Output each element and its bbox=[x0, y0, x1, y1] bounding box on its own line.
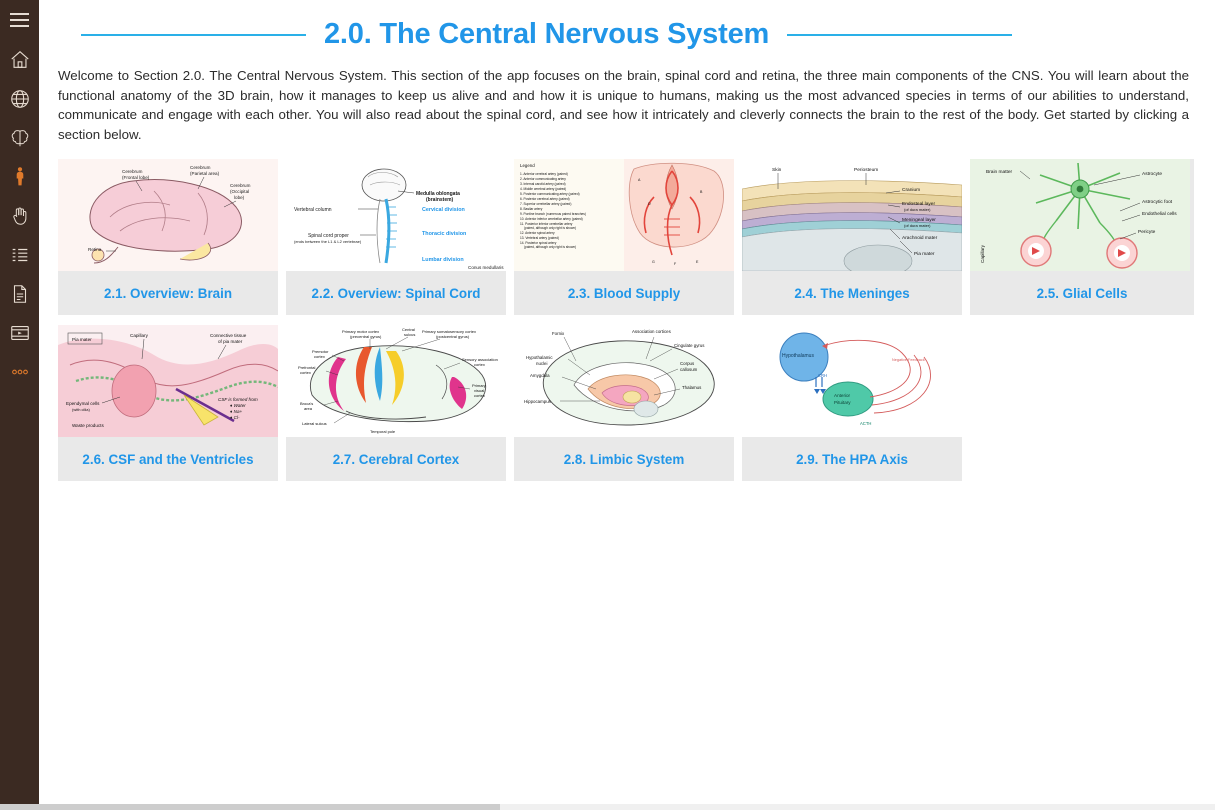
svg-text:(with cilia): (with cilia) bbox=[72, 407, 90, 412]
svg-text:Cerebrum: Cerebrum bbox=[122, 169, 143, 174]
svg-text:Endothelial cells: Endothelial cells bbox=[1142, 212, 1177, 217]
sidebar-item-brain[interactable] bbox=[0, 118, 39, 157]
section-card-2-6[interactable] bbox=[58, 325, 278, 481]
svg-text:(Frontal lobe): (Frontal lobe) bbox=[122, 175, 150, 180]
svg-text:area: area bbox=[304, 406, 313, 411]
svg-text:Lateral sulcus: Lateral sulcus bbox=[302, 421, 327, 426]
section-card-label: 2.3. Blood Supply bbox=[567, 285, 681, 301]
list-icon bbox=[9, 244, 31, 266]
sidebar-item-contents[interactable] bbox=[0, 235, 39, 274]
svg-text:D: D bbox=[648, 202, 651, 206]
svg-text:of pia mater: of pia mater bbox=[218, 339, 243, 344]
svg-text:(paired, although only right i: (paired, although only right is shown) bbox=[524, 226, 577, 230]
svg-text:cortex: cortex bbox=[314, 354, 325, 359]
svg-text:(brainstem): (brainstem) bbox=[426, 197, 454, 203]
sidebar-item-hand[interactable] bbox=[0, 196, 39, 235]
home-icon bbox=[9, 49, 31, 71]
svg-text:3. Internal carotid artery (pa: 3. Internal carotid artery (paired) bbox=[520, 182, 566, 186]
section-card-label: 2.7. Cerebral Cortex bbox=[332, 451, 460, 467]
body-icon bbox=[9, 166, 31, 188]
svg-text:Cerebrum: Cerebrum bbox=[190, 165, 211, 170]
svg-text:11. Posterior inferior cerebel: 11. Posterior inferior cerebellar artery bbox=[520, 222, 573, 226]
svg-text:Astrocyte: Astrocyte bbox=[1142, 172, 1162, 177]
svg-text:7. Superior cerebellar artery: 7. Superior cerebellar artery (paired) bbox=[520, 202, 572, 206]
svg-text:♦ Cl-: ♦ Cl- bbox=[230, 415, 240, 420]
svg-text:13. Vertebral artery (paired): 13. Vertebral artery (paired) bbox=[520, 236, 559, 240]
section-card-label: 2.9. The HPA Axis bbox=[796, 451, 908, 467]
glial-cells-diagram bbox=[970, 159, 1190, 271]
svg-text:Thoracic division: Thoracic division bbox=[422, 231, 467, 237]
svg-text:Arachnoid mater: Arachnoid mater bbox=[902, 236, 938, 241]
svg-text:Spinal cord proper: Spinal cord proper bbox=[308, 233, 349, 239]
main-content bbox=[39, 0, 1215, 810]
svg-text:Primary motor cortex: Primary motor cortex bbox=[342, 329, 380, 334]
svg-text:Astrocytic foot: Astrocytic foot bbox=[1142, 200, 1173, 205]
blood-supply-diagram bbox=[514, 159, 734, 271]
svg-text:sulcus: sulcus bbox=[404, 332, 416, 337]
svg-text:Fornix: Fornix bbox=[552, 331, 565, 336]
svg-text:14. Posterior spinal artery: 14. Posterior spinal artery bbox=[520, 241, 557, 245]
svg-text:5. Posterior communicating art: 5. Posterior communicating artery (paired) bbox=[520, 192, 580, 196]
svg-text:Endosteal layer: Endosteal layer bbox=[902, 202, 936, 207]
svg-text:Broca's: Broca's bbox=[300, 401, 314, 406]
hpa-axis-diagram bbox=[742, 325, 962, 437]
svg-text:Connective tissue: Connective tissue bbox=[210, 333, 247, 338]
svg-text:B: B bbox=[700, 190, 703, 194]
spinal-cord-diagram bbox=[286, 159, 506, 271]
svg-text:♦ Water: ♦ Water bbox=[230, 403, 246, 408]
svg-text:nuclei: nuclei bbox=[536, 361, 548, 366]
svg-text:Association cortices: Association cortices bbox=[632, 329, 671, 334]
svg-text:(postcentral gyrus): (postcentral gyrus) bbox=[436, 334, 470, 339]
svg-text:Primary somatosensory cortex: Primary somatosensory cortex bbox=[422, 329, 477, 334]
svg-text:Retina: Retina bbox=[88, 247, 102, 252]
svg-text:G: G bbox=[652, 260, 655, 264]
svg-text:A: A bbox=[638, 178, 641, 182]
svg-text:8. Basilar artery: 8. Basilar artery bbox=[520, 207, 543, 211]
scrollbar-thumb[interactable] bbox=[0, 804, 500, 810]
svg-text:(of dura mater): (of dura mater) bbox=[904, 207, 931, 212]
svg-text:12. Anterior spinal artery: 12. Anterior spinal artery bbox=[520, 231, 555, 235]
section-card-label: 2.1. Overview: Brain bbox=[103, 285, 232, 301]
svg-text:Skin: Skin bbox=[772, 168, 782, 173]
svg-text:Hippocampus: Hippocampus bbox=[524, 399, 551, 404]
svg-text:Central: Central bbox=[402, 327, 415, 332]
svg-text:CSF is formed from: CSF is formed from bbox=[218, 397, 258, 402]
svg-text:Brain matter: Brain matter bbox=[986, 170, 1013, 175]
svg-text:(ends between the L1 & L2 vert: (ends between the L1 & L2 vertebrae) bbox=[294, 239, 362, 244]
section-card-2-3[interactable] bbox=[514, 159, 734, 315]
svg-text:Anterior: Anterior bbox=[834, 393, 851, 398]
section-card-label: 2.2. Overview: Spinal Cord bbox=[311, 285, 481, 301]
sidebar-item-videos[interactable] bbox=[0, 313, 39, 352]
document-icon bbox=[9, 283, 31, 305]
svg-text:Prefrontal: Prefrontal bbox=[298, 365, 316, 370]
svg-text:ACTH: ACTH bbox=[860, 421, 872, 426]
svg-text:Pituitary: Pituitary bbox=[834, 400, 851, 405]
section-card-2-9[interactable] bbox=[742, 325, 962, 481]
svg-text:Capillary: Capillary bbox=[980, 245, 985, 263]
brain-icon bbox=[9, 127, 31, 149]
section-card-grid bbox=[58, 159, 1210, 491]
svg-text:(of dura mater): (of dura mater) bbox=[904, 223, 931, 228]
intro-paragraph: Welcome to Section 2.0. The Central Nervous System. This section of the app focuses on the brain, spinal cord and retina, the three main components of the CNS. You will learn about the functional anatomy of the 3D brain, how it manages to keep us alive and and how it is unique to humans, making us the most advanced species in terms of our abilities to understand, communicate and engage with each other. You will also read about the spinal cord, and see how it intricately and cleverly connects the brain to the rest of the body. Get started by clicking a section below. bbox=[58, 68, 1189, 142]
svg-text:Lumbar division: Lumbar division bbox=[422, 257, 464, 263]
page-title-row bbox=[39, 18, 1215, 51]
svg-text:Sensory association: Sensory association bbox=[462, 357, 498, 362]
svg-text:Waste products: Waste products bbox=[72, 423, 104, 428]
brain-lateral-diagram bbox=[58, 159, 278, 271]
svg-text:cortex: cortex bbox=[300, 370, 311, 375]
svg-text:Hypothalamus: Hypothalamus bbox=[782, 353, 814, 359]
svg-text:lobe): lobe) bbox=[234, 195, 245, 200]
csf-ventricles-diagram bbox=[58, 325, 278, 437]
svg-text:Cervical division: Cervical division bbox=[422, 207, 465, 213]
section-card-label: 2.4. The Meninges bbox=[794, 285, 910, 301]
section-card-label: 2.6. CSF and the Ventricles bbox=[82, 451, 254, 467]
svg-text:2. Anterior communicating arte: 2. Anterior communicating artery bbox=[520, 177, 566, 181]
svg-text:4. Middle cerebral artery (pai: 4. Middle cerebral artery (paired) bbox=[520, 187, 567, 191]
section-card-2-1[interactable] bbox=[58, 159, 278, 315]
svg-text:cortex: cortex bbox=[474, 393, 485, 398]
sidebar-item-body[interactable] bbox=[0, 157, 39, 196]
page-title: 2.0. The Central Nervous System bbox=[324, 18, 770, 50]
svg-text:Corpus: Corpus bbox=[680, 361, 695, 366]
svg-text:Primary: Primary bbox=[472, 383, 486, 388]
section-card-2-2[interactable] bbox=[286, 159, 506, 315]
svg-text:6. Posterior cerebral artery (: 6. Posterior cerebral artery (paired) bbox=[520, 197, 570, 201]
svg-text:1. Anterior cerebral artery (p: 1. Anterior cerebral artery (paired) bbox=[520, 172, 568, 176]
svg-text:Cingulate gyrus: Cingulate gyrus bbox=[674, 343, 705, 348]
svg-text:(Occipital: (Occipital bbox=[230, 189, 250, 194]
svg-text:Amygdala: Amygdala bbox=[530, 373, 550, 378]
title-rule-left bbox=[81, 34, 306, 36]
more-icon bbox=[9, 361, 31, 383]
svg-text:♦ Na+: ♦ Na+ bbox=[230, 409, 243, 414]
cerebral-cortex-diagram bbox=[286, 325, 506, 437]
sidebar-item-more[interactable] bbox=[0, 352, 39, 391]
limbic-system-diagram bbox=[514, 325, 734, 437]
svg-text:Medulla oblongata: Medulla oblongata bbox=[416, 191, 460, 197]
svg-text:Legend: Legend bbox=[520, 163, 535, 168]
section-card-2-5[interactable] bbox=[970, 159, 1194, 315]
svg-text:Pia mater: Pia mater bbox=[72, 337, 92, 342]
svg-text:visual: visual bbox=[474, 388, 485, 393]
sidebar-item-notes[interactable] bbox=[0, 274, 39, 313]
section-card-label: 2.8. Limbic System bbox=[563, 451, 685, 467]
svg-text:Hypothalamic: Hypothalamic bbox=[526, 355, 553, 360]
svg-text:F: F bbox=[674, 262, 677, 266]
svg-text:Vertebral column: Vertebral column bbox=[294, 207, 332, 213]
svg-text:Meningeal layer: Meningeal layer bbox=[902, 218, 936, 223]
menu-icon[interactable] bbox=[0, 0, 39, 40]
meninges-diagram bbox=[742, 159, 962, 271]
svg-text:callosum: callosum bbox=[680, 367, 698, 372]
svg-text:cortex: cortex bbox=[474, 362, 485, 367]
section-card-label: 2.5. Glial Cells bbox=[1036, 285, 1128, 301]
sidebar-item-explore[interactable] bbox=[0, 79, 39, 118]
section-card-2-4[interactable] bbox=[742, 159, 962, 315]
sidebar bbox=[0, 0, 39, 810]
svg-text:Temporal pole: Temporal pole bbox=[370, 429, 396, 434]
svg-text:Premotor: Premotor bbox=[312, 349, 329, 354]
svg-text:10. Anterior inferior cerebell: 10. Anterior inferior cerebellar artery (paired) bbox=[520, 217, 583, 221]
section-card-2-7[interactable] bbox=[286, 325, 506, 481]
video-icon bbox=[9, 322, 31, 344]
svg-text:Conus medullaris: Conus medullaris bbox=[468, 265, 504, 270]
svg-text:Pericyte: Pericyte bbox=[1138, 230, 1156, 235]
svg-text:Pia mater: Pia mater bbox=[914, 252, 935, 257]
sidebar-item-home[interactable] bbox=[0, 40, 39, 79]
svg-text:Cranium: Cranium bbox=[902, 188, 921, 193]
horizontal-scrollbar[interactable] bbox=[0, 804, 1215, 810]
title-rule-right bbox=[787, 34, 1012, 36]
svg-text:Periosteum: Periosteum bbox=[854, 168, 879, 173]
svg-text:9. Pontine branch (numerous pa: 9. Pontine branch (numerous paired branches) bbox=[520, 212, 586, 216]
globe-icon bbox=[9, 88, 31, 110]
svg-text:Thalamus: Thalamus bbox=[682, 385, 702, 390]
svg-text:(precentral gyrus): (precentral gyrus) bbox=[350, 334, 382, 339]
svg-text:Ependymal cells: Ependymal cells bbox=[66, 401, 100, 406]
svg-text:(paired, although only right i: (paired, although only right is shown) bbox=[524, 245, 577, 249]
hand-icon bbox=[9, 205, 31, 227]
svg-text:E: E bbox=[696, 260, 699, 264]
svg-text:CRH: CRH bbox=[818, 373, 828, 378]
svg-text:Cerebrum: Cerebrum bbox=[230, 183, 251, 188]
svg-text:Negative Feedback: Negative Feedback bbox=[892, 358, 925, 362]
svg-text:(Parietal area): (Parietal area) bbox=[190, 171, 220, 176]
section-card-2-8[interactable] bbox=[514, 325, 734, 481]
svg-text:Capillary: Capillary bbox=[130, 333, 148, 338]
